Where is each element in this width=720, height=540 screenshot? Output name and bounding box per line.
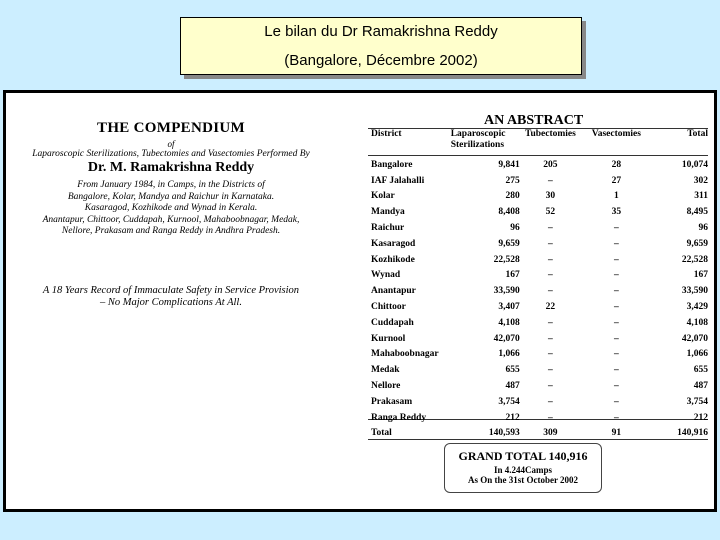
header-vasectomies: Vasectomies bbox=[591, 129, 641, 139]
cell-total: 8,495 bbox=[686, 207, 708, 218]
cell-laparoscopic: 167 bbox=[505, 270, 520, 281]
header-district: District bbox=[371, 129, 402, 139]
cell-vasectomies: – bbox=[613, 223, 619, 234]
cell-tubectomies: – bbox=[548, 317, 553, 328]
cell-tubectomies: 22 bbox=[545, 302, 556, 313]
total-total: 140,916 bbox=[677, 428, 708, 439]
table-row bbox=[368, 236, 708, 252]
grand-total-line2: In 4.244Camps bbox=[493, 465, 552, 475]
cell-tubectomies: – bbox=[548, 412, 553, 423]
cell-district: Anantapur bbox=[371, 286, 416, 297]
cell-district: Wynad bbox=[371, 270, 401, 281]
district-line: Nellore, Prakasam and Ranga Reddy in Andhra Pradesh. bbox=[61, 226, 281, 236]
cell-laparoscopic: 3,754 bbox=[498, 396, 520, 407]
total-laparoscopic: 140,593 bbox=[488, 428, 520, 439]
cell-district: Prakasam bbox=[371, 396, 413, 407]
cell-laparoscopic: 42,070 bbox=[493, 333, 520, 344]
district-line: Anantapur, Chittoor, Cuddapah, Kurnool, Mahaboobnagar, Medak, bbox=[42, 214, 300, 225]
cell-total: 10,074 bbox=[681, 159, 708, 170]
cell-total: 22,528 bbox=[681, 254, 708, 265]
slide-title-line2: (Bangalore, Décembre 2002) bbox=[284, 52, 478, 69]
cell-laparoscopic: 33,590 bbox=[493, 286, 520, 297]
table-total-row bbox=[368, 426, 708, 442]
cell-tubectomies: – bbox=[548, 286, 553, 297]
cell-district: Nellore bbox=[371, 381, 401, 392]
compendium-districts bbox=[6, 180, 336, 238]
cell-laparoscopic: 655 bbox=[505, 365, 520, 376]
cell-tubectomies: 205 bbox=[543, 159, 558, 170]
cell-district: IAF Jalahalli bbox=[371, 175, 425, 186]
abstract-table bbox=[368, 127, 708, 441]
cell-vasectomies: – bbox=[613, 333, 619, 344]
cell-vasectomies: – bbox=[613, 412, 619, 423]
cell-tubectomies: – bbox=[548, 365, 553, 376]
cell-tubectomies: 52 bbox=[545, 207, 556, 218]
compendium-title: THE COMPENDIUM bbox=[97, 120, 245, 136]
cell-district: Bangalore bbox=[371, 159, 413, 170]
safety-record-line1: A 18 Years Record of Immaculate Safety in Service Provision bbox=[42, 285, 300, 296]
total-tubectomies: 309 bbox=[543, 428, 558, 439]
cell-laparoscopic: 8,408 bbox=[498, 207, 520, 218]
cell-laparoscopic: 9,659 bbox=[498, 238, 520, 249]
table-row bbox=[368, 173, 708, 189]
cell-vasectomies: 27 bbox=[611, 175, 622, 186]
cell-district: Mandya bbox=[371, 207, 405, 218]
cell-laparoscopic: 487 bbox=[505, 381, 520, 392]
cell-district: Kozhikode bbox=[371, 254, 415, 265]
table-row bbox=[368, 362, 708, 378]
cell-district: Kolar bbox=[371, 191, 395, 202]
cell-total: 167 bbox=[693, 270, 708, 281]
cell-district: Kasaragod bbox=[371, 238, 416, 249]
cell-vasectomies: – bbox=[613, 317, 619, 328]
cell-tubectomies: – bbox=[548, 223, 553, 234]
table-row bbox=[368, 394, 708, 410]
table-row bbox=[368, 189, 708, 205]
header-tubectomies: Tubectomies bbox=[524, 129, 576, 139]
cell-district: Medak bbox=[371, 365, 400, 376]
safety-record-line2: – No Major Complications At All. bbox=[100, 297, 242, 308]
total-vasectomies: 91 bbox=[611, 428, 622, 439]
cell-total: 311 bbox=[694, 191, 708, 202]
cell-total: 96 bbox=[698, 223, 708, 234]
cell-total: 9,659 bbox=[686, 238, 708, 249]
cell-vasectomies: – bbox=[613, 270, 619, 281]
cell-vasectomies: – bbox=[613, 286, 619, 297]
cell-vasectomies: – bbox=[613, 349, 619, 360]
slide-title-line1: Le bilan du Dr Ramakrishna Reddy bbox=[264, 23, 498, 40]
cell-tubectomies: – bbox=[548, 349, 553, 360]
table-row bbox=[368, 204, 708, 220]
cell-district: Cuddapah bbox=[371, 317, 414, 328]
cell-tubectomies: – bbox=[548, 381, 553, 392]
cell-vasectomies: – bbox=[613, 302, 619, 313]
table-row bbox=[368, 220, 708, 236]
district-line: Bangalore, Kolar, Mandya and Raichur in Karnataka. bbox=[67, 191, 275, 202]
cell-vasectomies: – bbox=[613, 381, 619, 392]
table-row bbox=[368, 283, 708, 299]
safety-record bbox=[6, 285, 336, 309]
cell-vasectomies: 28 bbox=[611, 159, 622, 170]
cell-district: Kurnool bbox=[371, 333, 406, 344]
district-line: Kasaragod, Kozhikode and Wynad in Kerala. bbox=[84, 203, 258, 213]
cell-vasectomies: – bbox=[613, 396, 619, 407]
cell-tubectomies: – bbox=[548, 175, 553, 186]
cell-total: 3,429 bbox=[686, 302, 708, 313]
table-header-row bbox=[368, 127, 708, 157]
cell-tubectomies: – bbox=[548, 254, 553, 265]
table-row bbox=[368, 252, 708, 268]
grand-total-line1: GRAND TOTAL 140,916 bbox=[458, 449, 588, 463]
scanned-document bbox=[3, 90, 717, 512]
cell-tubectomies: 30 bbox=[545, 191, 556, 202]
cell-district: Ranga Reddy bbox=[371, 412, 427, 423]
cell-laparoscopic: 212 bbox=[505, 412, 520, 423]
grand-total-line3: As On the 31st October 2002 bbox=[467, 475, 579, 485]
cell-laparoscopic: 4,108 bbox=[498, 317, 520, 328]
table-row bbox=[368, 347, 708, 363]
cell-total: 655 bbox=[693, 365, 708, 376]
cell-total: 302 bbox=[693, 175, 708, 186]
cell-total: 33,590 bbox=[681, 286, 708, 297]
cell-district: Mahaboobnagar bbox=[371, 349, 439, 360]
cell-total: 4,108 bbox=[686, 317, 708, 328]
table-row bbox=[368, 331, 708, 347]
compendium-doctor: Dr. M. Ramakrishna Reddy bbox=[87, 160, 255, 175]
cell-vasectomies: 1 bbox=[613, 191, 619, 202]
table-row bbox=[368, 315, 708, 331]
header-laparoscopic: Laparoscopic Sterilizations bbox=[450, 129, 506, 150]
cell-vasectomies: – bbox=[613, 365, 619, 376]
table-row bbox=[368, 299, 708, 315]
table-row bbox=[368, 157, 708, 173]
cell-total: 42,070 bbox=[681, 333, 708, 344]
cell-tubectomies: – bbox=[548, 238, 553, 249]
cell-tubectomies: – bbox=[548, 333, 553, 344]
cell-total: 487 bbox=[693, 381, 708, 392]
cell-district: Raichur bbox=[371, 223, 405, 234]
cell-vasectomies: – bbox=[613, 238, 619, 249]
cell-total: 212 bbox=[693, 412, 708, 423]
cell-laparoscopic: 96 bbox=[510, 223, 520, 234]
grand-total-box bbox=[444, 443, 602, 493]
cell-total: 1,066 bbox=[686, 349, 708, 360]
cell-total: 3,754 bbox=[686, 396, 708, 407]
cell-district: Chittoor bbox=[371, 302, 406, 313]
cell-laparoscopic: 1,066 bbox=[498, 349, 520, 360]
compendium-of: of bbox=[167, 139, 175, 149]
cell-laparoscopic: 280 bbox=[505, 191, 520, 202]
cell-vasectomies: 35 bbox=[611, 207, 622, 218]
compendium-subtitle: Laparoscopic Sterilizations, Tubectomies and Vasectomies Performed By bbox=[32, 149, 310, 159]
district-line: From January 1984, in Camps, in the Districts of bbox=[77, 180, 265, 190]
cell-laparoscopic: 22,528 bbox=[493, 254, 520, 265]
cell-laparoscopic: 3,407 bbox=[498, 302, 520, 313]
table-row bbox=[368, 378, 708, 394]
header-total: Total bbox=[687, 129, 708, 139]
abstract-title: AN ABSTRACT bbox=[484, 113, 584, 128]
table-row bbox=[368, 268, 708, 284]
total-label: Total bbox=[371, 428, 392, 439]
cell-tubectomies: – bbox=[548, 270, 553, 281]
cell-laparoscopic: 275 bbox=[505, 175, 520, 186]
table-row bbox=[368, 410, 708, 426]
cell-tubectomies: – bbox=[548, 396, 553, 407]
cell-laparoscopic: 9,841 bbox=[498, 159, 520, 170]
cell-vasectomies: – bbox=[613, 254, 619, 265]
slide-title-box bbox=[180, 17, 582, 75]
